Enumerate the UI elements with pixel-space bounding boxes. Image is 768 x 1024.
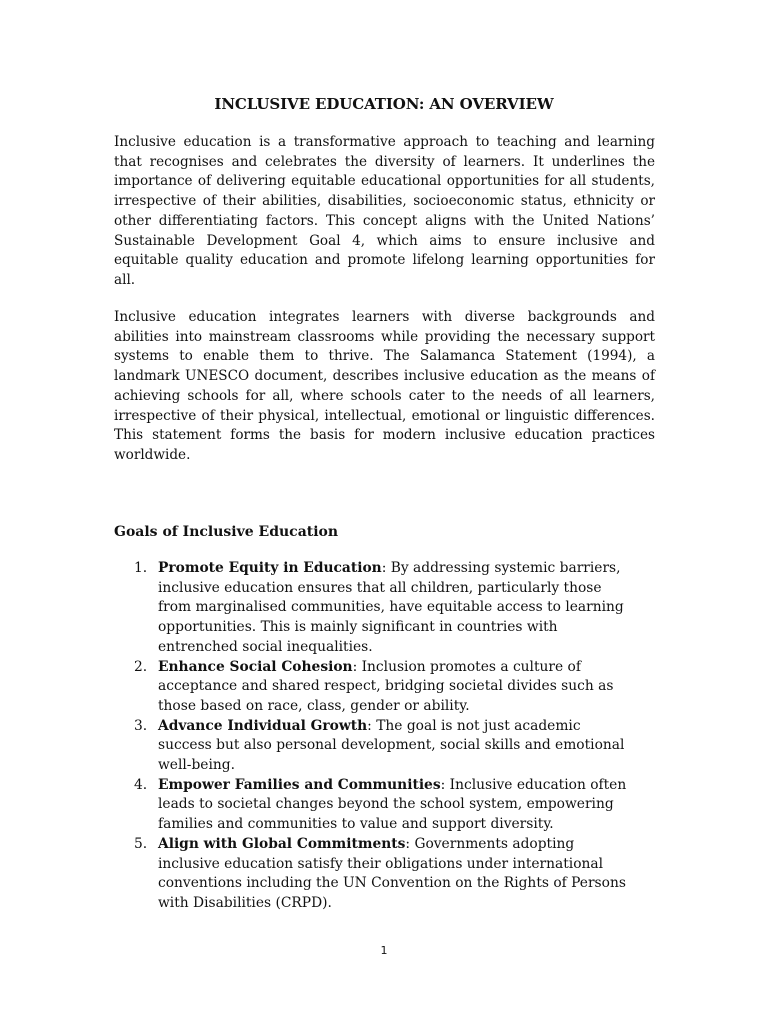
goal-title: Align with Global Commitments (158, 835, 406, 852)
goal-number: 1. (134, 560, 148, 576)
goal-content (158, 658, 634, 717)
goal-content (158, 776, 634, 835)
goal-description: : The goal is not just academic success but also personal development, social skills and emotional well-being. (158, 717, 625, 774)
goal-description: : Inclusive education often leads to societal changes beyond the school system, empowering families and communities to value and support diversity. (158, 776, 627, 833)
goal-number: 3. (134, 717, 148, 734)
goal-description: : Governments adopting inclusive education satisfy their obligations under international conventions including the UN Convention on the Rights of Persons with Disabilities (CRPD). (158, 835, 626, 911)
goal-content (158, 835, 634, 914)
goal-title: Promote Equity in Education (158, 560, 382, 576)
goal-description: : Inclusion promotes a culture of acceptance and shared respect, bridging societal divides such as those based on race, class, gender or ability. (158, 658, 614, 714)
page-title: INCLUSIVE EDUCATION: AN OVERVIEW (214, 95, 554, 113)
goal-title: Enhance Social Cohesion (158, 658, 353, 675)
goal-content (158, 717, 634, 776)
goal-description: : By addressing systemic barriers, inclusive education ensures that all children, particularly those from marginalised communities, have equitable access to learning opportunities. This is mainly significant in countries with entrenched social inequalities. (158, 560, 624, 655)
intro-paragraph: Inclusive education is a transformative approach to teaching and learning that recognises and celebrates the diversity of learners. It underlines the importance of delivering equitable educational opportunities for all students, irrespective of their abilities, disabilities, socioeconomic status, ethnicity or other differentiating factors. This concept aligns with the United Nations’ Sustainable Development Goal 4, which aims to ensure inclusive and equitable quality education and promote lifelong learning opportunities for all. (114, 134, 655, 288)
goal-number: 5. (134, 835, 148, 852)
goal-content (158, 559, 634, 658)
goal-item (114, 776, 655, 835)
goal-title: Empower Families and Communities (158, 776, 441, 793)
goals-list (114, 559, 655, 914)
goals-heading: Goals of Inclusive Education (114, 524, 339, 540)
goal-number: 4. (134, 776, 148, 793)
goal-item (114, 559, 655, 658)
goal-number: 2. (134, 658, 148, 675)
goal-item (114, 835, 655, 914)
salamanca-paragraph: Inclusive education integrates learners with diverse backgrounds and abilities into mainstream classrooms while providing the necessary support systems to enable them to thrive. The Salamanca Statement (1994), a landmark UNESCO document, describes inclusive education as the means of achieving schools for all, where schools cater to the needs of all learners, irrespective of their physical, intellectual, emotional or linguistic differences. This statement forms the basis for modern inclusive education practices worldwide. (114, 309, 655, 463)
page-number: 1 (380, 944, 388, 957)
goal-title: Advance Individual Growth (158, 717, 368, 734)
goal-item (114, 717, 655, 776)
goal-item (114, 658, 655, 717)
